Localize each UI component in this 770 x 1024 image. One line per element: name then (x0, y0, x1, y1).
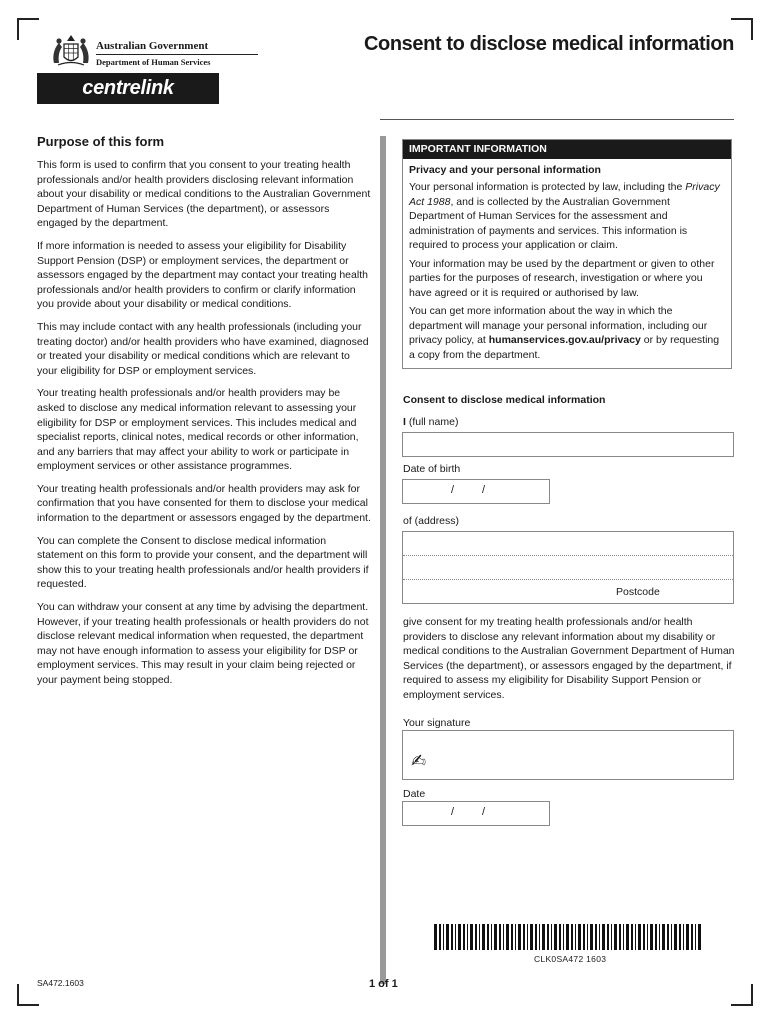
barcode-bar (470, 924, 473, 950)
barcode (434, 924, 704, 950)
signature-label: Your signature (403, 717, 471, 729)
barcode-bar (662, 924, 665, 950)
barcode-bar (602, 924, 605, 950)
date-separator: / (482, 484, 486, 496)
barcode-bar (451, 924, 453, 950)
barcode-bar (523, 924, 525, 950)
page-number: 1 of 1 (369, 978, 398, 990)
barcode-bar (667, 924, 669, 950)
barcode-bar (587, 924, 588, 950)
address-line (403, 579, 733, 580)
barcode-bar (458, 924, 461, 950)
barcode-bar (599, 924, 600, 950)
barcode-bar (554, 924, 557, 950)
barcode-bar (635, 924, 636, 950)
barcode-bar (491, 924, 492, 950)
barcode-bar (583, 924, 585, 950)
barcode-bar (650, 924, 653, 950)
barcode-bar (578, 924, 581, 950)
barcode-bar (542, 924, 545, 950)
privacy-paragraph: You can get more information about the way in which the department will manage your personal information, including our privacy policy, at humanservices.gov.au/privacy or by requesting a copy from the department. (409, 305, 720, 361)
privacy-paragraph: Your information may be used by the department or given to other parties for the purposes of research, investigation or where you have agreed or it is required or authorised by law. (409, 257, 715, 299)
barcode-bar (518, 924, 521, 950)
barcode-bar (571, 924, 573, 950)
barcode-bar (559, 924, 561, 950)
barcode-bar (619, 924, 621, 950)
barcode-bar (671, 924, 672, 950)
barcode-bar (643, 924, 645, 950)
barcode-bar (443, 924, 444, 950)
barcode-bar (551, 924, 552, 950)
barcode-bar (463, 924, 465, 950)
barcode-bar (515, 924, 516, 950)
barcode-bar (455, 924, 456, 950)
barcode-bar (475, 924, 477, 950)
barcode-bar (691, 924, 693, 950)
barcode-bar (506, 924, 509, 950)
date-of-birth-label: Date of birth (403, 463, 461, 475)
crop-mark-top-right (731, 18, 753, 40)
barcode-bar (434, 924, 437, 950)
purpose-paragraph: This form is used to confirm that you consent to your treating health professionals and/or health providers disclosing relevant information about your disability or medical conditions to the Australian Government Department of Human Services (the department), or assessors engaged by the department. (37, 159, 371, 230)
coat-of-arms-icon (50, 33, 92, 67)
date-field[interactable] (402, 801, 550, 826)
barcode-bar (511, 924, 513, 950)
purpose-paragraph: Your treating health professionals and/or health providers may ask for confirmation that you have consented for them to disclose your medical information to the department or assessors engaged by the department. (37, 482, 371, 525)
government-name: Australian Government (96, 40, 209, 52)
barcode-bar (539, 924, 540, 950)
barcode-bar (686, 924, 689, 950)
barcode-bar (679, 924, 681, 950)
purpose-paragraph: This may include contact with any health professionals (including your treating doctor) and/or health providers who have examined, diagnosed or treated your disability or medical conditions which are relevant to your eligibility for DSP or employment services. (37, 320, 369, 377)
barcode-bar (674, 924, 677, 950)
consent-statement: give consent for my treating health professionals and/or health providers to disclose any relevant information about my disability or medical conditions to the Australian Government Department of Human Services (the department), or assessors engaged by the department, if required to assess my eligibility for Disability Support Pension or employment services. (403, 616, 735, 701)
privacy-paragraph: Your personal information is protected by law, including the Privacy Act 1988, and is collected by the Australian Government Department of Human Services for the assessment and administration of payments and services. This information is required to process your application or claim. (409, 181, 720, 251)
barcode-bar (659, 924, 660, 950)
barcode-bar (698, 924, 701, 950)
barcode-bar (547, 924, 549, 950)
barcode-bar (623, 924, 624, 950)
barcode-bar (626, 924, 629, 950)
crop-mark-bottom-right (731, 984, 753, 1006)
postcode-label: Postcode (616, 586, 660, 598)
barcode-bar (611, 924, 612, 950)
address-label: of (address) (403, 515, 460, 527)
date-separator: / (451, 806, 455, 818)
barcode-number: CLK0SA472 1603 (534, 954, 607, 964)
barcode-bar (482, 924, 485, 950)
privacy-subheading: Privacy and your personal information (409, 164, 601, 176)
barcode-bar (535, 924, 537, 950)
barcode-bar (499, 924, 501, 950)
purpose-paragraph: If more information is needed to assess your eligibility for Disability Support Pension (DSP) or employment services, the department or assessors engaged by the department may contact your treating health professionals and/or health providers to confirm or clarify information you provide about your disability or medical conditions. (37, 239, 368, 311)
barcode-bar (527, 924, 528, 950)
barcode-bar (683, 924, 684, 950)
barcode-bar (530, 924, 533, 950)
full-name-field[interactable] (402, 432, 734, 457)
barcode-bar (563, 924, 564, 950)
crop-mark-top-left (17, 18, 39, 40)
column-divider (380, 136, 386, 984)
address-field[interactable] (402, 531, 734, 604)
important-information-header: IMPORTANT INFORMATION (403, 140, 731, 159)
barcode-bar (439, 924, 441, 950)
important-information-box (402, 139, 732, 369)
purpose-paragraph: Your treating health professionals and/or health providers may be asked to disclose any medical information relevant to assessing your eligibility for DSP or employment services. This includes medical and specialist reports, clinical notes, medical records or other information, and any barriers that may affect your ability to work or participate in employment services or other assistance programmes. (37, 387, 359, 473)
full-name-label: I (full name) (403, 416, 459, 428)
barcode-bar (655, 924, 657, 950)
centrelink-brand: centrelink (37, 73, 219, 104)
logo-rule (96, 54, 258, 55)
crop-mark-bottom-left (17, 984, 39, 1006)
barcode-bar (467, 924, 468, 950)
title-rule (380, 119, 734, 120)
date-label: Date (403, 788, 426, 800)
date-separator: / (451, 484, 455, 496)
privacy-link[interactable]: humanservices.gov.au/privacy (488, 334, 641, 346)
barcode-bar (503, 924, 504, 950)
purpose-paragraph: You can withdraw your consent at any time by advising the department. However, if your treating health professionals or health providers do not disclose relevant medical information when requested, the department may not have enough information to assess your eligibility for DSP or employment services. This may result in your claim being rejected or your payment being stopped. (37, 601, 369, 686)
barcode-bar (595, 924, 597, 950)
barcode-bar (575, 924, 576, 950)
barcode-bar (607, 924, 609, 950)
barcode-bar (590, 924, 593, 950)
consent-heading: Consent to disclose medical information (403, 394, 606, 406)
purpose-paragraph: You can complete the Consent to disclose medical information statement on this form to provide your consent, and the department will show this to your treating health professionals and/or health providers if requested. (37, 534, 369, 591)
barcode-bar (494, 924, 497, 950)
department-name: Department of Human Services (96, 57, 211, 67)
barcode-bar (446, 924, 449, 950)
barcode-bar (638, 924, 641, 950)
purpose-section (37, 134, 371, 696)
barcode-bar (487, 924, 489, 950)
form-code: SA472.1603 (37, 978, 84, 988)
page-title: Consent to disclose medical information (363, 33, 734, 55)
barcode-bar (695, 924, 696, 950)
barcode-bar (479, 924, 480, 950)
barcode-bar (614, 924, 617, 950)
barcode-bar (631, 924, 633, 950)
signature-field[interactable] (402, 730, 734, 780)
signature-pen-icon: ✍ (411, 751, 427, 771)
date-separator: / (482, 806, 486, 818)
purpose-heading: Purpose of this form (37, 134, 165, 149)
privacy-act-name: Privacy Act 1988 (409, 181, 720, 208)
date-of-birth-field[interactable] (402, 479, 550, 504)
barcode-bar (647, 924, 648, 950)
barcode-bar (566, 924, 569, 950)
address-line (403, 555, 733, 556)
